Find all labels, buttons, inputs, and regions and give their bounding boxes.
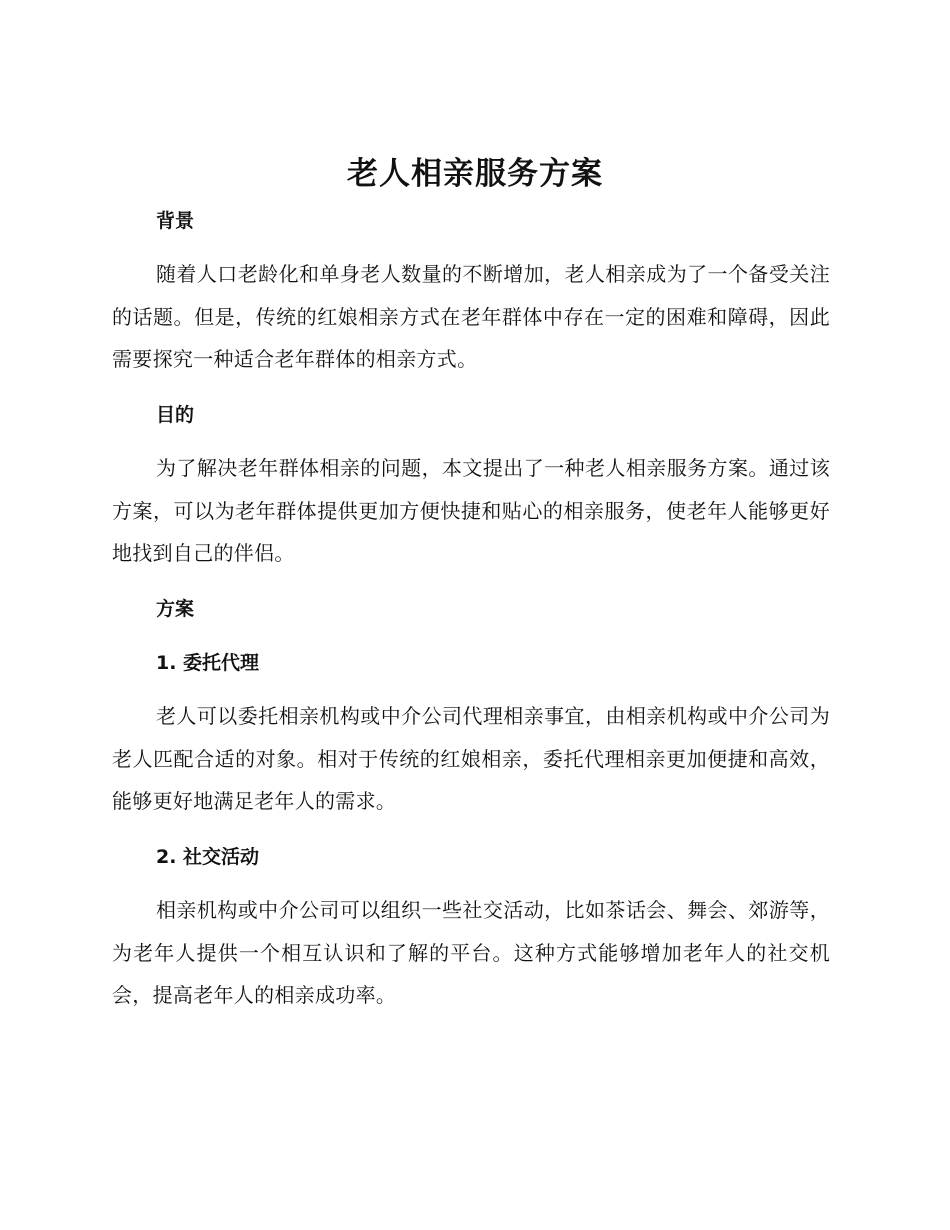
- document-title: 老人相亲服务方案: [347, 156, 603, 192]
- section-paragraph-social-activities: 相亲机构或中介公司可以组织一些社交活动，比如茶话会、舞会、郊游等，为老年人提供一个相互认识和了解的平台。这种方式能够增加老年人的社交机会，提高老年人的相亲成功率。: [112, 898, 830, 1007]
- section-paragraph-purpose: 为了解决老年群体相亲的问题，本文提出了一种老人相亲服务方案。通过该方案，可以为老年群体提供更加方便快捷和贴心的相亲服务，使老年人能够更好地找到自己的伴侣。: [112, 456, 830, 565]
- section-paragraph-background: 随着人口老龄化和单身老人数量的不断增加，老人相亲成为了一个备受关注的话题。但是，传统的红娘相亲方式在老年群体中存在一定的困难和障碍，因此需要探究一种适合老年群体的相亲方式。: [112, 262, 830, 371]
- section-heading-entrusted-agency: 1. 委托代理: [156, 652, 260, 674]
- section-heading-plan: 方案: [156, 598, 195, 620]
- section-heading-purpose: 目的: [156, 404, 195, 426]
- section-paragraph-entrusted-agency: 老人可以委托相亲机构或中介公司代理相亲事宜，由相亲机构或中介公司为老人匹配合适的对象。相对于传统的红娘相亲，委托代理相亲更加便捷和高效，能够更好地满足老年人的需求。: [112, 704, 830, 813]
- section-heading-social-activities: 2. 社交活动: [156, 846, 260, 868]
- section-heading-background: 背景: [156, 210, 195, 232]
